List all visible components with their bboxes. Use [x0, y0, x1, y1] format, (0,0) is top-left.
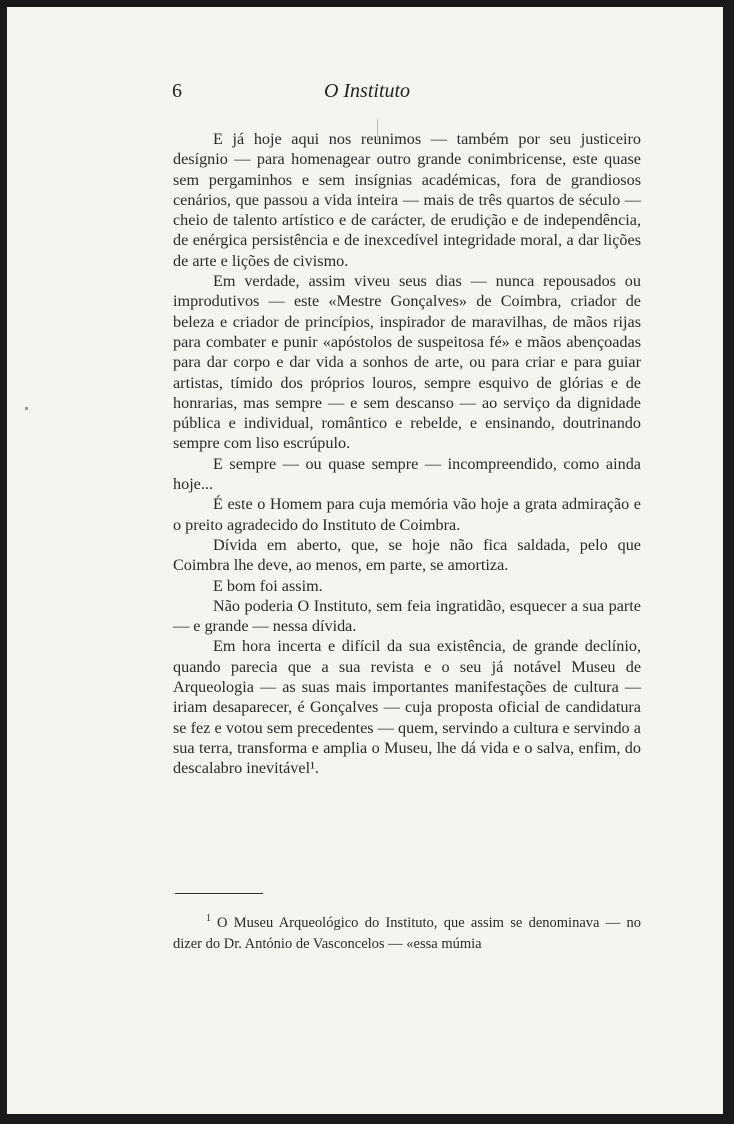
- body-text: [173, 129, 641, 779]
- paragraph: Em hora incerta e difícil da sua existência, de grande declínio, quando parecia que a sua revista e o seu já notável Museu de Arqueologia — as suas mais importantes manifestações de cultura — iriam desaparecer, é Gonçalves — cuja proposta oficial de candidatura se fez e votou sem precedentes — quem, servindo a cultura e servindo a sua terra, transforma e amplia o Museu, lhe dá vida e o salva, enfim, do descalabro inevitável¹.: [173, 637, 641, 778]
- paragraph: E bom foi assim.: [213, 576, 323, 595]
- footnote-marker: 1: [206, 913, 211, 924]
- paragraph: Dívida em aberto, que, se hoje não fica saldada, pelo que Coimbra lhe deve, ao menos, em parte, se amortiza.: [173, 535, 641, 575]
- paragraph: E sempre — ou quase sempre — incompreendido, como ainda hoje...: [173, 454, 641, 494]
- running-head: O Instituto: [323, 80, 411, 102]
- page-number: 6: [172, 80, 182, 102]
- footnote-rule: [175, 893, 263, 894]
- footnote-text: O Museu Arqueológico do Instituto, que assim se denominava — no dizer do Dr. António de Vasconcelos — «essa múmia: [173, 914, 641, 952]
- paragraph: Não poderia O Instituto, sem feia ingratidão, esquecer a sua parte — e grande — nessa dívida.: [173, 596, 641, 636]
- footnote: [173, 908, 641, 955]
- paragraph: É este o Homem para cuja memória vão hoje a grata admiração e o preito agradecido do Instituto de Coimbra.: [173, 495, 641, 534]
- paragraph: Em verdade, assim viveu seus dias — nunca repousados ou improdutivos — este «Mestre Gonçalves» de Coimbra, criador de beleza e criador de princípios, inspirador de maravilhas, de mãos rijas para combater e punir «apóstolos de suspeitosa fé» e mãos abençoadas para dar corpo e dar vida a sonhos de arte, ou para criar e para guiar artistas, tímido dos próprios louros, sempre esquivo de glórias e de honrarias, mas sempre — e sem descanso — ao serviço da dignidade pública e individual, romântico e rebelde, e ensinando, doutrinando sempre com liso escrúpulo.: [173, 272, 641, 453]
- paragraph: E já hoje aqui nos reunimos — também por seu justiceiro desígnio — para homenagear outro grande conimbricense, este quase sem pergaminhos e sem insígnias académicas, fora de grandiosos cenários, que passou a vida inteira — mais de três quartos de século — cheio de talento artístico e de carácter, de erudição e de independência, de enérgica persistência e de inexcedível integridade moral, a dar lições de arte e lições de civismo.: [173, 130, 641, 270]
- paper-speck: [25, 407, 28, 410]
